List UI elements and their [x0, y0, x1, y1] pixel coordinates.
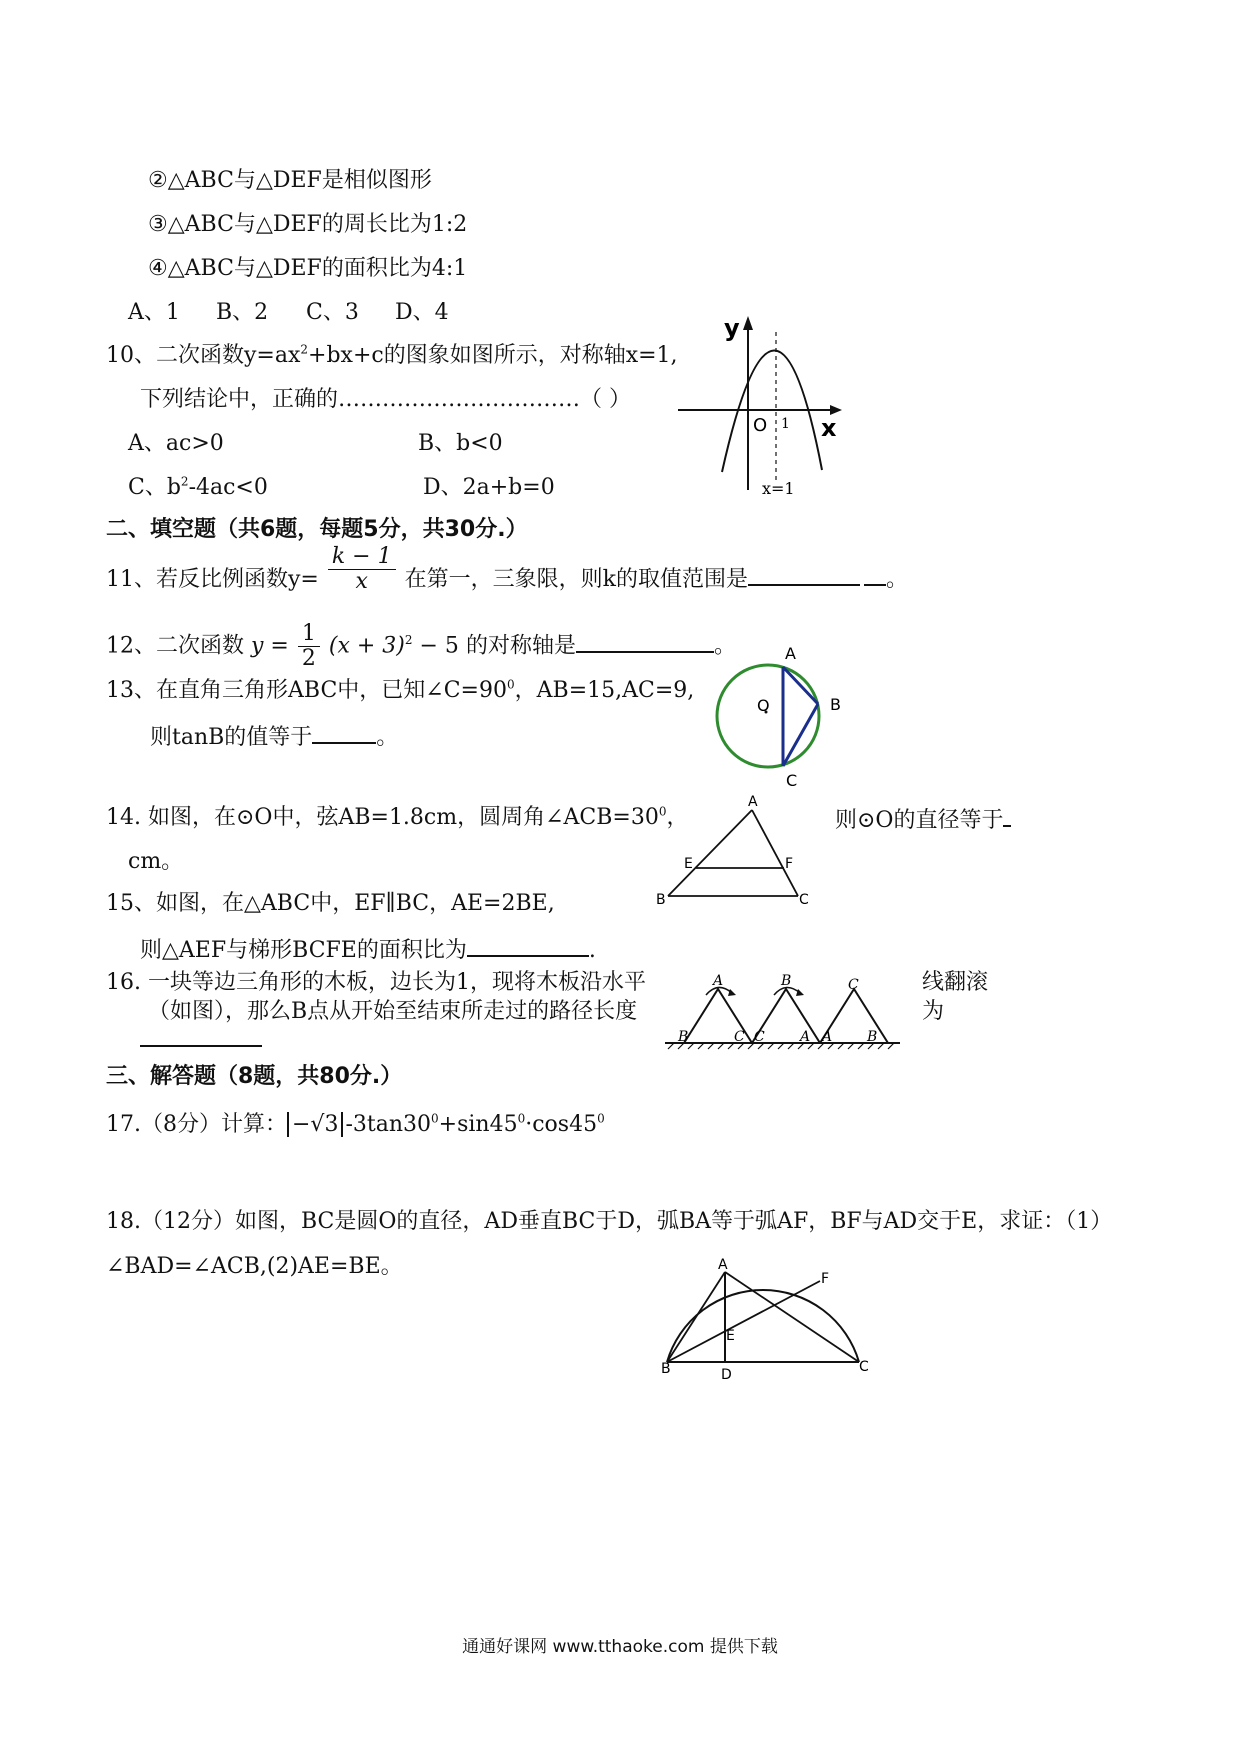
t2-vertex-b: B — [781, 973, 792, 989]
q14-line1: 14. 如图，在⊙O中，弦AB=1.8cm，圆周角$\angle ACB=30^0$， — [106, 804, 689, 830]
chord-ab — [783, 667, 818, 704]
point-b-label: B — [656, 892, 666, 908]
t2-vertex-c: C — [754, 1029, 765, 1045]
y-axis-arrow — [743, 316, 753, 330]
q17: 17.（8分）计算： −√3 $-3\tan 30^0+\sin 45^0\cdot\cos 45^0$ — [106, 1111, 605, 1137]
t1-vertex-a: A — [713, 973, 724, 989]
q9-option-a: A、1 — [128, 300, 180, 325]
q18-line1: 18.（12分）如图，BC是圆O的直径，AD垂直BC于D，弧BA等于弧AF，BF与AD交于E，求证：（1） — [106, 1209, 1113, 1234]
point-f-label: F — [785, 856, 794, 872]
q12: 12、二次函数 y = $\frac{1}{2}$ $(x + 3)^2 - 5$ 的对称轴是 。 — [106, 621, 736, 671]
point-a-label: A — [785, 644, 796, 663]
statement-3: ③△ABC与△DEF的周长比为1:2 — [148, 212, 468, 237]
q16-answer-blank — [140, 1026, 262, 1056]
q10-option-b: B、b<0 — [418, 431, 503, 456]
triangle-figure — [652, 792, 822, 912]
x-axis-label: x — [821, 414, 837, 442]
q13-line2: 则tanB的值等于 。 — [150, 720, 398, 753]
origin-label: O — [753, 415, 768, 436]
q11: 11、若反比例函数y= $\frac{k - 1}{x}$ 在第一，三象限，则k的取值范围是 。 — [106, 543, 908, 594]
point-c-label: C — [799, 892, 809, 908]
q14-right: 则⊙O的直径等于 — [835, 803, 1011, 836]
statement-4: ④△ABC与△DEF的面积比为4:1 — [148, 256, 468, 281]
q14-line2: cm。 — [128, 849, 184, 874]
section-2-heading: 二、填空题（共6题，每题5分，共30分.） — [106, 517, 528, 542]
q13-line1: 13、在直角三角形ABC中，已知$\angle C=90^0$，AB=15,AC=9, — [106, 677, 695, 703]
q15-line2: 则△AEF与梯形BCFE的面积比为 . — [140, 933, 596, 966]
q9-option-c: C、3 — [306, 300, 359, 325]
point-e-label: E — [684, 856, 693, 872]
point-d-label: D — [721, 1367, 732, 1383]
section-3-heading: 三、解答题（8题，共80分.） — [106, 1064, 403, 1089]
point-c-label: C — [786, 771, 798, 790]
t2-vertex-a: A — [800, 1029, 811, 1045]
q9-option-b: B、2 — [216, 300, 269, 325]
point-e-label: E — [726, 1328, 735, 1344]
point-a-label: A — [718, 1257, 728, 1273]
t3-vertex-c: C — [848, 977, 859, 993]
q9-option-d: D、4 — [395, 300, 449, 325]
q16-line1: 16. 一块等边三角形的木板，边长为1，现将木板沿水平 — [106, 970, 646, 995]
semicircle-arc — [667, 1290, 859, 1362]
circle-o — [717, 665, 819, 767]
semicircle-figure — [655, 1255, 885, 1390]
side-ab — [668, 810, 752, 896]
q10-option-d: D、2a+b=0 — [423, 475, 555, 500]
segment-ab — [667, 1272, 725, 1362]
y-axis-label: y — [724, 314, 740, 342]
t3-vertex-a: A — [822, 1029, 833, 1045]
parabola-figure — [670, 310, 850, 500]
q10-option-c: C、$b^2-4ac<0$ — [128, 474, 268, 500]
point-b-label: B — [830, 695, 841, 714]
circle-figure — [705, 640, 855, 790]
point-f-label: F — [821, 1271, 830, 1287]
q10-line2: 下列结论中，正确的……………………………（ ） — [140, 387, 631, 412]
page-footer: 通通好课网 www.tthaoke.com 提供下载 — [462, 1637, 778, 1657]
q16-right1: 线翻滚 — [922, 970, 989, 995]
t1-vertex-c: C — [734, 1029, 745, 1045]
q15-line1: 15、如图，在△ABC中，EF∥BC，AE=2BE, — [106, 891, 555, 916]
symmetry-axis-label: x=1 — [762, 479, 795, 498]
t3-vertex-b: B — [867, 1029, 878, 1045]
segment-ac — [725, 1272, 859, 1362]
q16-right2: 为 — [922, 999, 945, 1024]
q16-line2: （如图），那么B点从开始至结束所走过的路径长度 — [148, 999, 638, 1024]
parabola-curve — [722, 350, 822, 472]
point-c-label: C — [859, 1359, 869, 1375]
tick-1-label: 1 — [781, 416, 790, 432]
statement-2: ②△ABC与△DEF是相似图形 — [148, 168, 432, 193]
center-label: O — [757, 696, 770, 715]
point-b-label: B — [661, 1361, 671, 1377]
q10-stem: 10、二次函数$y=ax^2+bx+c$的图象如图所示，对称轴x=1, — [106, 342, 678, 368]
q10-option-a: A、ac>0 — [128, 431, 224, 456]
point-a-label: A — [748, 794, 758, 810]
rolling-triangles-figure — [660, 965, 910, 1060]
side-ac — [752, 810, 798, 896]
q18-line2: ∠BAD=∠ACB,(2)AE=BE。 — [106, 1254, 403, 1279]
t1-vertex-b: B — [678, 1029, 689, 1045]
